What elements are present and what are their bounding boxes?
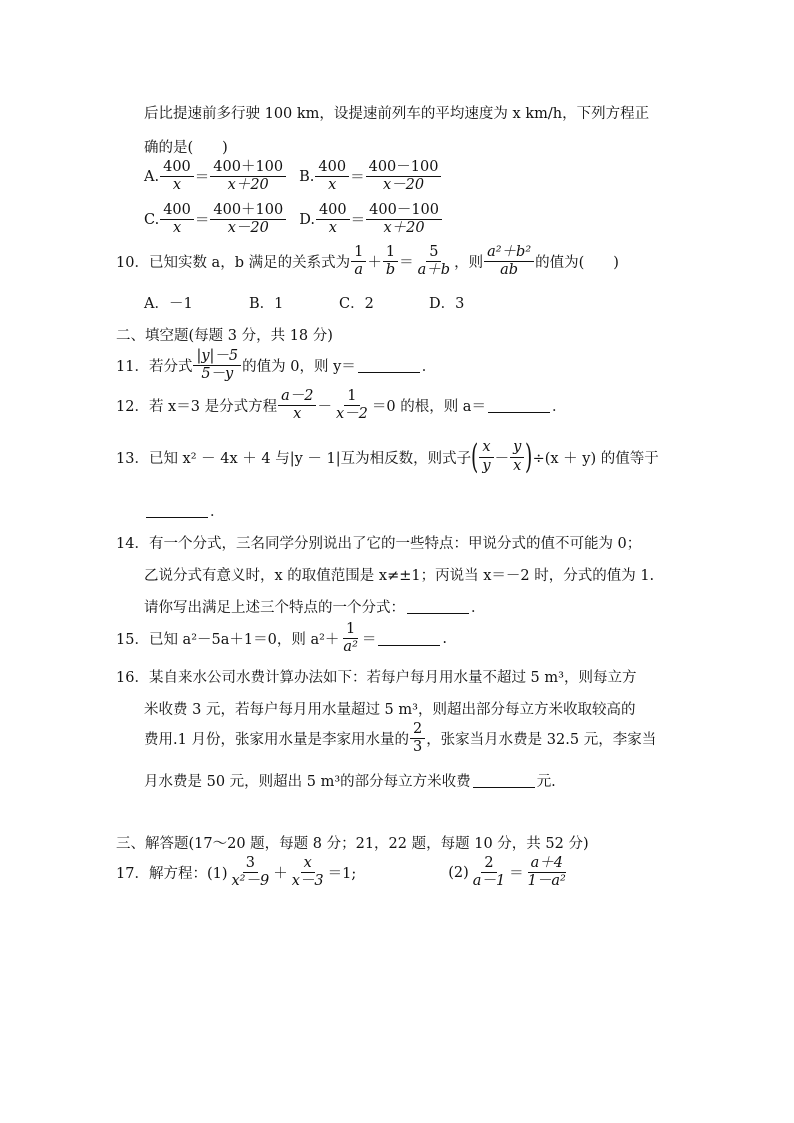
fraction: $\frac{400-100}{x+20}$ bbox=[366, 203, 442, 236]
section-heading-fill-in: 二、填空题(每题 3 分，共 18 分) bbox=[116, 328, 333, 344]
q14-line3: 请你写出满足上述三个特点的一个分式： ． bbox=[144, 600, 486, 616]
answer-blank[interactable] bbox=[407, 599, 469, 615]
q9-options-row1 bbox=[144, 160, 442, 193]
q10-stem: 10． 已知实数 a，b 满足的关系式为 $\frac{1}{a}$ ＋ $\frac{1}{b}$ ＝ $\frac{5}{a+b}$ ，则 $\frac{\text{a²＋b²}}{ab}$ 的值为( ) bbox=[116, 244, 619, 279]
q15: 15． 已知 a²－5a＋1＝0，则 a²＋ $\frac{1}{\text{a²}}$ ＝ . bbox=[116, 621, 447, 656]
fraction: $\frac{x}{y}$ bbox=[479, 440, 493, 473]
fraction: $\frac{400}{x}$ bbox=[316, 203, 350, 236]
fraction: $\frac{1}{x-2}$ bbox=[335, 388, 368, 423]
q13-answer-line: ． bbox=[144, 500, 225, 521]
fraction: $\frac{5}{a+b}$ bbox=[417, 244, 451, 279]
answer-blank[interactable] bbox=[473, 773, 535, 789]
q17: 17． 解方程：(1) $\frac{3}{\text{x²－9}}$ ＋ $\frac{x}{x-3}$ ＝1; (2) $\frac{2}{a-1}$ ＝ $\frac{a+4}{\text{1－a²}}$ bbox=[116, 856, 570, 889]
fraction: $\frac{3}{\text{x²－9}}$ bbox=[231, 855, 270, 890]
q10-choice-a[interactable]: A．－1 bbox=[144, 296, 193, 312]
answer-blank[interactable] bbox=[488, 398, 550, 414]
answer-blank[interactable] bbox=[378, 631, 440, 647]
q14-line1: 14． 有一个分式，三名同学分别说出了它的一些特点：甲说分式的值不可能为 0； bbox=[116, 536, 642, 552]
fraction: $\frac{y}{x}$ bbox=[510, 440, 524, 473]
q9-options-row2 bbox=[144, 203, 443, 236]
q10-choice-b[interactable]: B．1 bbox=[249, 296, 284, 312]
q12: 12． 若 x＝3 是分式方程 $\frac{a-2}{x}$ － $\frac{1}{x-2}$ ＝0 的根，则 a＝ ． bbox=[116, 388, 567, 423]
fraction: $\frac{|y|-5}{5-y}$ bbox=[193, 349, 241, 382]
fraction: $\frac{2}{3}$ bbox=[410, 722, 425, 755]
fraction: $\frac{400}{x}$ bbox=[315, 160, 349, 193]
fraction: $\frac{a+4}{\text{1－a²}}$ bbox=[527, 855, 566, 890]
q16-line4: 月水费是 50 元，则超出 5 m³的部分每立方米收费 元. bbox=[144, 774, 556, 790]
fraction: $\frac{400+100}{x+20}$ bbox=[210, 160, 286, 193]
fraction: $\frac{x}{x-3}$ bbox=[291, 855, 324, 890]
q10-choice-d[interactable]: D．3 bbox=[429, 296, 465, 312]
answer-blank[interactable] bbox=[358, 358, 420, 374]
fraction: $\frac{1}{a}$ bbox=[351, 245, 366, 278]
q16-line1: 16． 某自来水公司水费计算办法如下：若每户每月用水量不超过 5 m³，则每立方 bbox=[116, 670, 637, 686]
left-paren: ( bbox=[471, 437, 479, 477]
fraction: $\frac{400-100}{x-20}$ bbox=[366, 160, 442, 193]
right-paren: ) bbox=[525, 437, 533, 477]
q14-line2: 乙说分式有意义时，x 的取值范围是 x≠±1；丙说当 x＝－2 时，分式的值为 1. bbox=[144, 568, 655, 584]
q13: 13． 已知 x² － 4x ＋ 4 与|y － 1|互为相反数，则式子 ( $\frac{x}{y}$ － $\frac{y}{x}$ ) ÷(x ＋ y) 的值等于 bbox=[116, 437, 659, 477]
q11: 11． 若分式 $\frac{|y|-5}{5-y}$ 的值为 0，则 y＝ ． bbox=[116, 348, 437, 383]
q10-choices bbox=[144, 292, 464, 313]
q9-option-d[interactable]: D. $\frac{400}{x}$ ＝ $\frac{400-100}{x+20}$ bbox=[299, 203, 443, 236]
q9-line2: 确的是( ) bbox=[144, 140, 228, 156]
fraction: $\frac{\text{a²＋b²}}{ab}$ bbox=[484, 245, 534, 278]
fraction: $\frac{1}{b}$ bbox=[383, 245, 398, 278]
q16-line3: 费用.1 月份，张家用水量是李家用水量的 $\frac{2}{3}$ ，张家当月水费是 32.5 元，李家当 bbox=[144, 721, 657, 756]
answer-blank[interactable] bbox=[146, 503, 208, 519]
fraction: $\frac{a-2}{x}$ bbox=[278, 389, 316, 422]
q16-line2: 米收费 3 元，若每户每月用水量超过 5 m³，则超出部分每立方米收取较高的 bbox=[144, 702, 636, 718]
q9-option-c[interactable]: C. $\frac{400}{x}$ ＝ $\frac{400+100}{x-20}$ bbox=[144, 203, 287, 236]
q10-choice-c[interactable]: C．2 bbox=[339, 296, 374, 312]
q9-line1: 后比提速前多行驶 100 km，设提速前列车的平均速度为 x km/h，下列方程正 bbox=[144, 106, 650, 122]
section-heading-solve: 三、解答题(17～20 题，每题 8 分；21，22 题，每题 10 分，共 52 分) bbox=[116, 836, 589, 852]
q9-option-a[interactable]: A. $\frac{400}{x}$ ＝ $\frac{400+100}{x+20}$ bbox=[144, 160, 287, 193]
fraction: $\frac{400}{x}$ bbox=[160, 203, 194, 236]
q9-option-b[interactable]: B. $\frac{400}{x}$ ＝ $\frac{400-100}{x-20}$ bbox=[299, 160, 442, 193]
fraction: $\frac{400}{x}$ bbox=[160, 160, 194, 193]
fraction: $\frac{400+100}{x-20}$ bbox=[210, 203, 286, 236]
fraction: $\frac{1}{\text{a²}}$ bbox=[343, 621, 358, 656]
fraction: $\frac{2}{a-1}$ bbox=[472, 855, 506, 890]
